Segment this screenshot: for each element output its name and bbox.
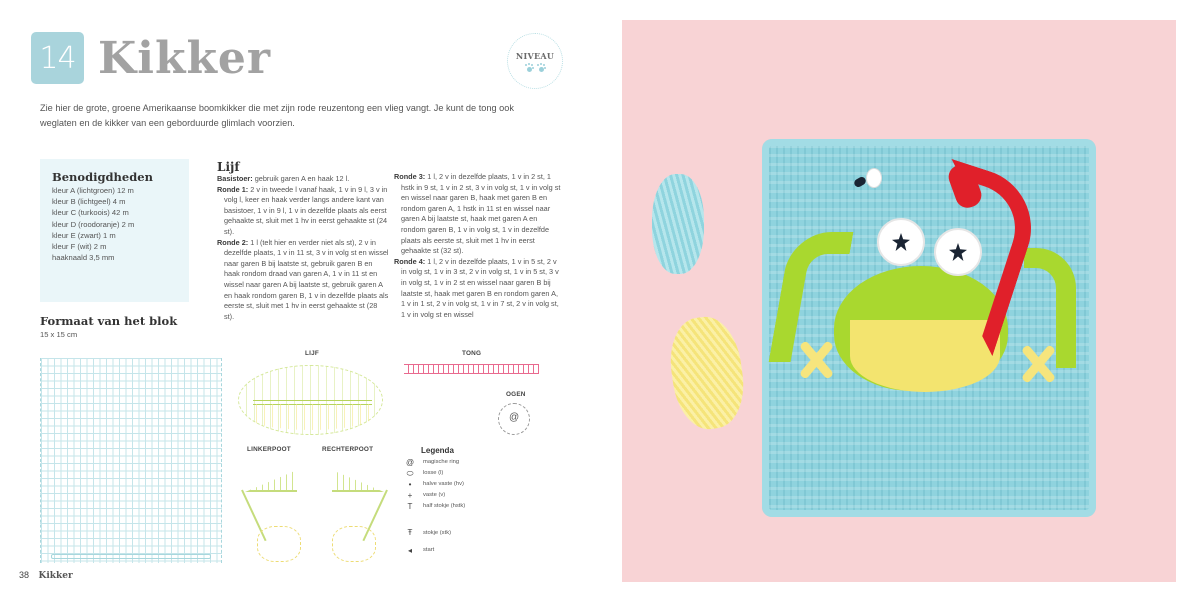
diagram-label-ogen: OGEN: [506, 391, 526, 398]
legend-item: [403, 503, 465, 519]
supply-item: kleur D (roodoranje) 2 m: [52, 219, 135, 229]
section-title-lijf: Lijf: [217, 160, 240, 174]
difficulty-badge: [507, 33, 563, 89]
paw-icon: [525, 64, 534, 72]
leg-foot: [332, 526, 376, 562]
diagram-label-rechterpoot: RECHTERPOOT: [322, 446, 374, 453]
tongue-chart: [404, 364, 539, 374]
supplies-list: [52, 185, 177, 263]
step-label: Ronde 3:: [394, 172, 426, 181]
step-label: Ronde 2:: [217, 237, 249, 247]
paw-icon: [537, 64, 546, 72]
legend-title: Legenda: [421, 446, 454, 455]
diagram-label-linkerpoot: LINKERPOOT: [247, 446, 291, 453]
step-text: 1 l, 2 v in dezelfde plaats, 1 v in 2 st, 1 hstk in 9 st, 1 v in 2 st, 3 v in volg st, 1 v in volg st en wissel naar garen B, haak met garen B en rondom garen A, 1 hstk in 11 st en wissel naar garen A bij laatste st, haak met garen A en rondom garen B, 1 v in volg st, 1 v in dezelfde plaats als eerste st, sluit met 1 hv in eerst gehaakte st (32 st).: [401, 172, 561, 256]
instruction-step: [217, 185, 389, 238]
supply-item: kleur A (lichtgroen) 12 m: [52, 186, 134, 195]
legend-label: magische ring: [423, 459, 460, 465]
right-leg-chart: [328, 464, 400, 564]
step-text: 2 v in tweede l vanaf haak, 1 v in 9 l, 3 v in volg l, keer en haak verder langs andere kant van basistoer, 1 v in 9 l, 1 v in dezelfde plaats als eerst gehaakte st, sluit met 1 hv in eerst gehaakte st (24 st).: [224, 184, 388, 236]
belly-chart: [249, 404, 372, 430]
legend-item: [403, 470, 465, 478]
slip-stitch-icon: •: [408, 480, 412, 489]
legend-item: [403, 522, 465, 544]
block-grid-chart: [40, 358, 222, 563]
left-leg-chart: [235, 464, 307, 564]
supplies-box: [40, 159, 189, 302]
supply-item: haaknaald 3,5 mm: [52, 253, 115, 263]
fly-icon: [854, 168, 884, 190]
block-size-value: 15 x 15 cm: [40, 330, 78, 339]
legend-item: [403, 481, 465, 489]
frog-eye-right: [934, 228, 982, 276]
frog-right-foot: [1014, 342, 1062, 384]
turquoise-yarn-skein: [652, 174, 704, 274]
legend-label: vaste (v): [423, 492, 446, 498]
legend-label: stokje (stk): [423, 530, 452, 536]
step-label: Ronde 1:: [217, 184, 249, 194]
supplies-title: Benodigdheden: [52, 170, 153, 184]
diagram-label-tong: TONG: [462, 350, 482, 357]
start-icon: ◂: [407, 546, 412, 555]
step-text: 1 l (telt hier en verder niet als st), 2 v in dezelfde plaats, 1 v in 11 st, 3 v in volg st en wissel naar garen B bij laatste st, gebruik garen B en haak rondom draad van garen A, 1 v in 11 st en wissel naar garen A bij laatste st, gebruik garen A en haak rondom garen B, 1 v in dezelfde plaats als eerste st, sluit met 1 hv in eerst gehaakte st (28 st).: [224, 237, 389, 321]
chain-icon: ⬭: [406, 469, 414, 478]
legend: [403, 446, 465, 558]
leg-foot: [257, 526, 301, 562]
yellow-yarn-skein: [665, 313, 750, 434]
supply-item: kleur E (zwart) 1 m: [52, 230, 116, 240]
frog-eye-left: [877, 218, 925, 266]
half-double-icon: T: [407, 502, 413, 511]
leg-top: [245, 470, 297, 492]
pattern-number-badge: 14: [31, 32, 84, 84]
eye-chart: [498, 403, 530, 435]
supply-item: kleur C (turkoois) 42 m: [52, 208, 129, 218]
page-footer: [19, 570, 73, 581]
supply-item: kleur B (lichtgeel) 4 m: [52, 197, 126, 207]
step-label: Ronde 4:: [394, 256, 426, 266]
double-crochet-icon: Ŧ: [407, 528, 413, 537]
page-title: Kikker: [98, 33, 272, 84]
instruction-step: [394, 172, 564, 257]
diagram-label-lijf: LIJF: [305, 350, 319, 357]
instructions-column-2: [394, 172, 564, 320]
magic-ring-icon: @: [405, 458, 415, 467]
supply-item: kleur F (wit) 2 m: [52, 242, 107, 252]
difficulty-rating: [525, 64, 546, 72]
instruction-step: [217, 174, 389, 185]
legend-label: start: [423, 547, 435, 553]
block-size-title: Formaat van het blok: [40, 314, 178, 328]
step-text: gebruik garen A en haak 12 l.: [252, 174, 350, 183]
page-number: 38: [19, 570, 30, 580]
legend-label: losse (l): [423, 470, 444, 476]
block-size: [40, 314, 177, 339]
legend-item: [403, 547, 465, 555]
chapter-name: Kikker: [38, 571, 73, 581]
leg-top: [332, 470, 384, 492]
legend-label: half stokje (hstk): [423, 503, 466, 509]
instructions-column-1: [217, 160, 389, 322]
instruction-step: [394, 257, 564, 321]
legend-item: [403, 459, 465, 467]
body-chart: [238, 365, 383, 435]
instruction-step: [217, 238, 389, 323]
frog-left-foot: [792, 338, 840, 380]
product-photo: [622, 20, 1176, 582]
legend-item: [403, 492, 465, 500]
step-text: 1 l, 2 v in dezelfde plaats, 1 v in 5 st, 2 v in volg st, 1 v in 3 st, 2 v in volg st, 1 v in 5 st, 3 v in volg st, 1 v in 2 st en wissel naar garen B bij laatste st, haak met garen B en rondom garen A, 1 v in 1 st, 2 v in volg st, 1 v in 7 st, 2 v in volg st, 1 v in volg st en wissel: [401, 256, 559, 319]
step-label: Basistoer:: [217, 174, 253, 183]
difficulty-label: NIVEAU: [515, 50, 555, 61]
intro-text: Zie hier de grote, groene Amerikaanse boomkikker die met zijn rode reuzentong een vlieg vangt. Je kunt de tong ook weglaten en de kikker van een geborduurde glimlach voorzien.: [40, 103, 514, 128]
legend-label: halve vaste (hv): [423, 481, 464, 487]
single-crochet-icon: +: [407, 491, 413, 500]
